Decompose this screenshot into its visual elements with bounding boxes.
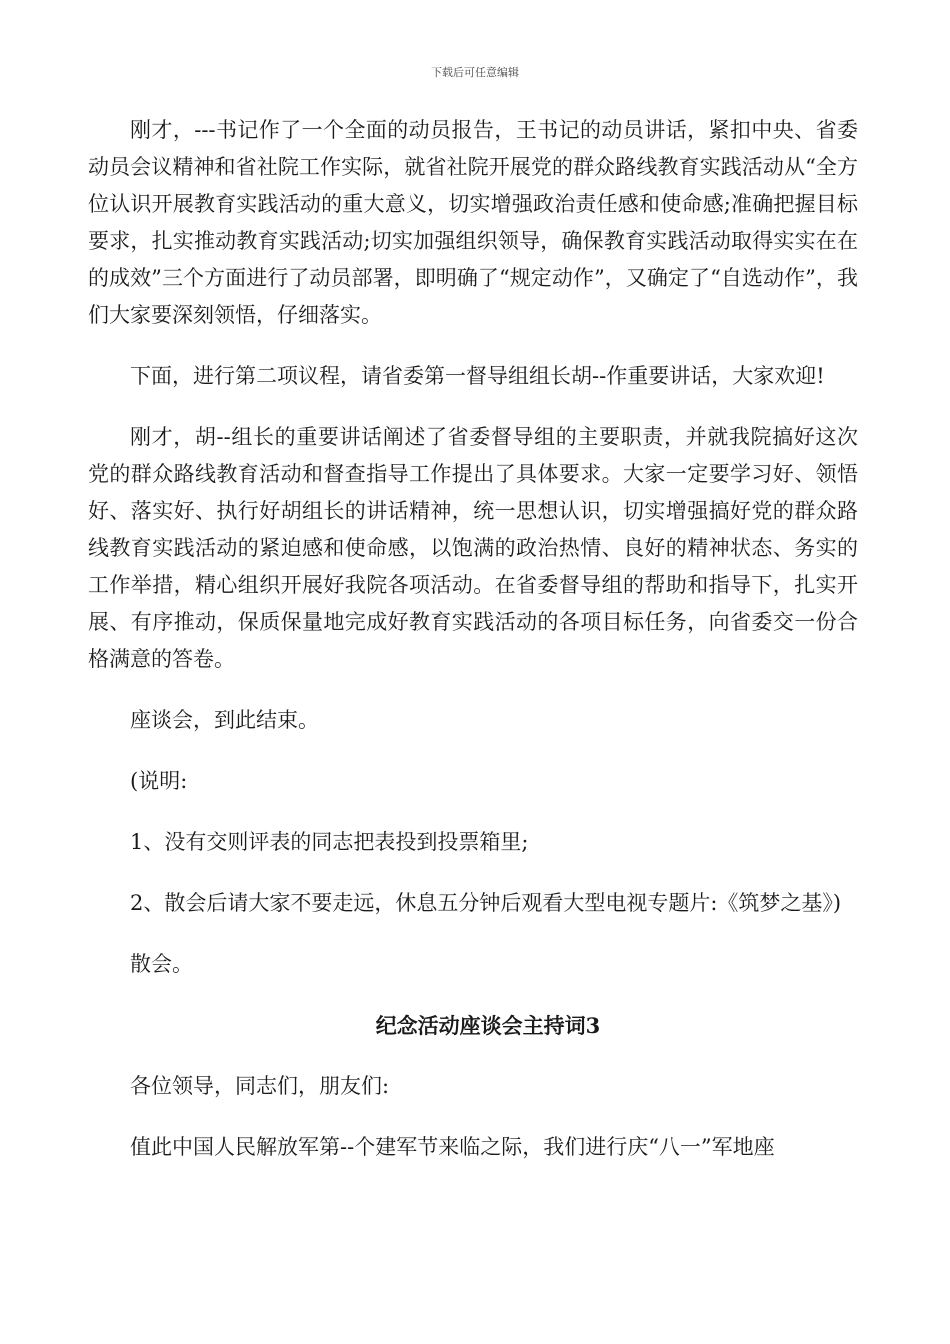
paragraph: 值此中国人民解放军第--个建军节来临之际，我们进行庆“八一”军地座 [130,1135,775,1159]
paragraph-gap [88,739,858,763]
paragraph: 各位领导，同志们，朋友们: [130,1074,390,1098]
paragraph-gap [88,395,858,419]
paragraph: 1、没有交则评表的同志把表投到投票箱里; [130,830,529,854]
paragraph: 散会。 [130,952,193,976]
paragraph-gap [88,334,858,358]
paragraph-gap [88,1044,858,1068]
paragraph: 下面，进行第二项议程，请省委第一督导组组长胡--作重要讲话，大家欢迎! [130,364,825,388]
section-title: 纪念活动座谈会主持词3 [375,1013,601,1038]
paragraph: (说明: [130,769,188,793]
paragraph-gap [88,861,858,885]
paragraph: 座谈会，到此结束。 [130,708,319,732]
paragraph-gap [88,678,858,702]
page-header: 下载后可任意编辑 [431,66,519,79]
paragraph: 刚才，---书记作了一个全面的动员报告，王书记的动员讲话，紧扣中央、省委动员会议精神和省社院工作实际，就省社院开展党的群众路线教育实践活动从“全方位认识开展教育实践活动的重大意义，切实增强政治责任感和使命感;准确把握目标要求，扎实推动教育实践活动;切实加强组织领导，确保教育实践活动取得实实在在的成效”三个方面进行了动员部署，即明确了“规定动作”，又确定了“自选动作”，我们大家要深刻领悟，仔细落实。 [88,118,858,327]
paragraph-gap [88,1105,858,1129]
paragraph-gap [88,800,858,824]
paragraph: 刚才，胡--组长的重要讲话阐述了省委督导组的主要职责，并就我院搞好这次党的群众路线教育活动和督查指导工作提出了具体要求。大家一定要学习好、领悟好、落实好、执行好胡组长的讲话精神，统一思想认识，切实增强搞好党的群众路线教育实践活动的紧迫感和使命感，以饱满的政治热情、良好的精神状态、务实的工作举措，精心组织开展好我院各项活动。在省委督导组的帮助和指导下，扎实开展、有序推动，保质保量地完成好教育实践活动的各项目标任务，向省委交一份合格满意的答卷。 [88,425,858,671]
paragraph-gap [88,983,858,1007]
paragraph-gap [88,922,858,946]
document-body [88,112,858,1166]
paragraph: 2、散会后请大家不要走远，休息五分钟后观看大型电视专题片:《筑梦之基》) [130,891,842,915]
